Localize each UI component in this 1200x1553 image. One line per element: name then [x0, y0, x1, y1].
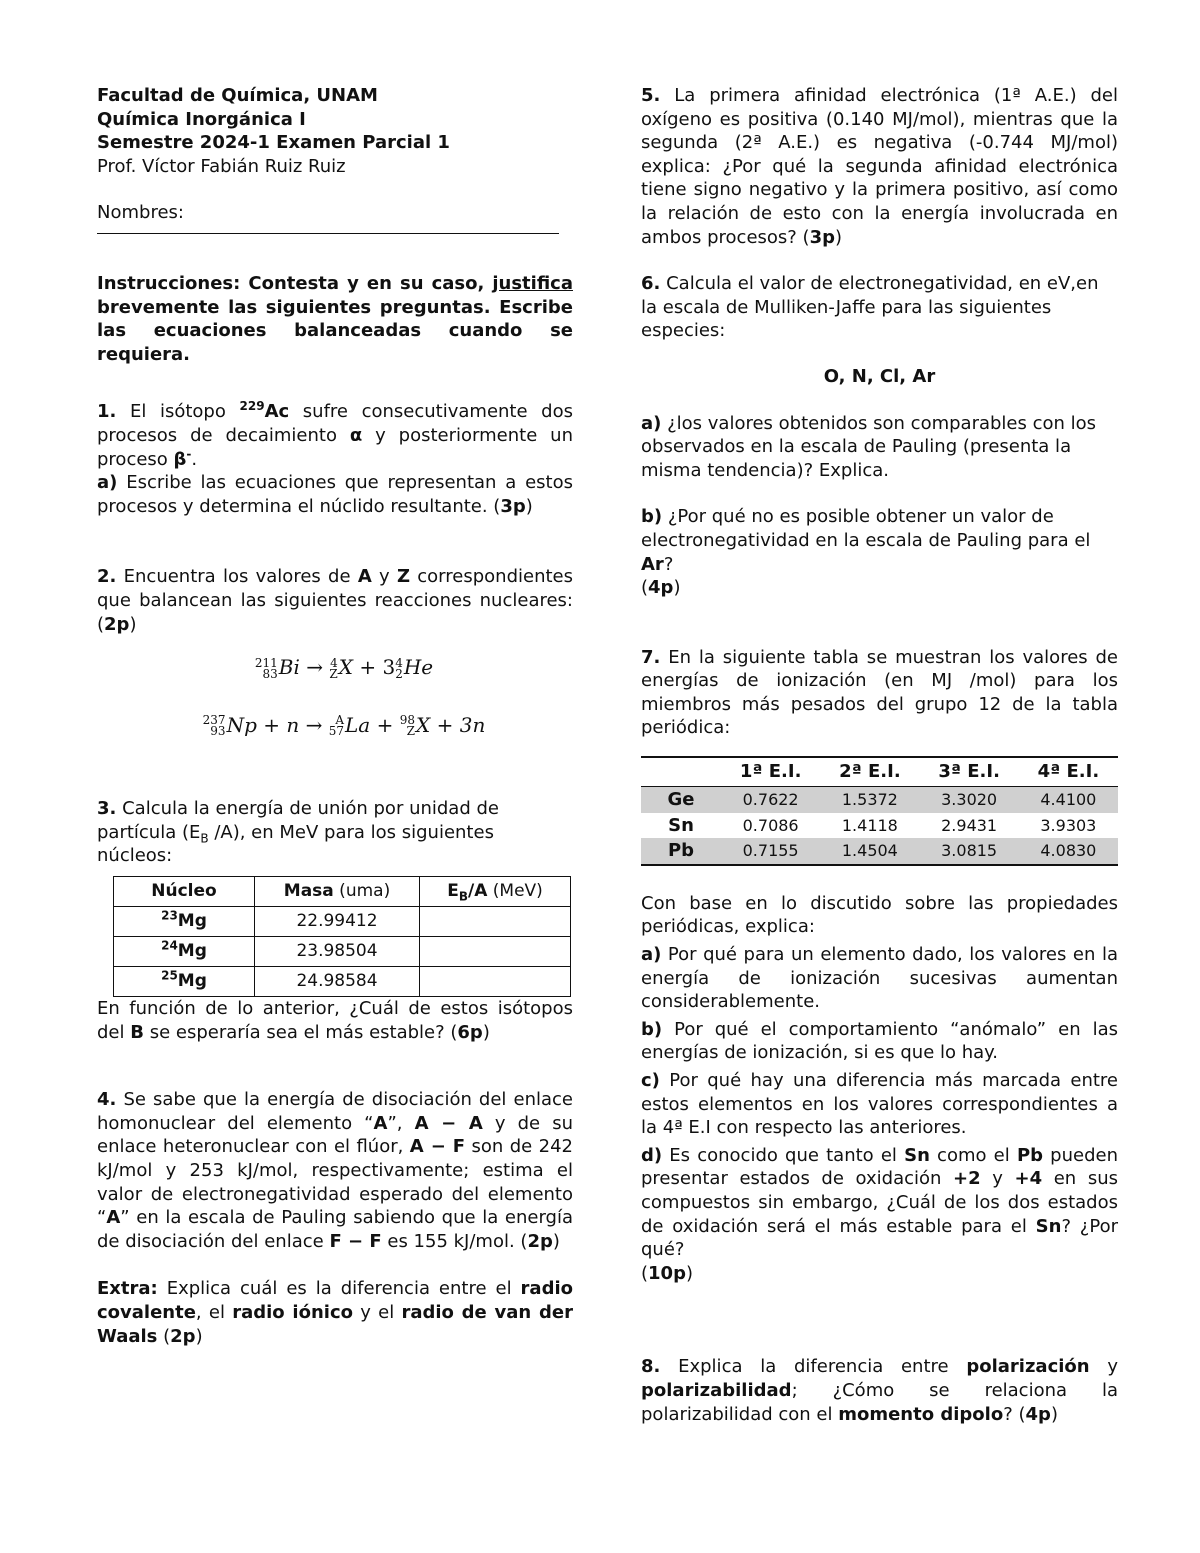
q4-text-5: ” en la escala de Pauling sabiendo que la energía de disociación del enlace	[97, 1207, 573, 1252]
dipole-moment: momento dipolo	[838, 1403, 1004, 1425]
names-line	[97, 233, 559, 234]
q3-close: )	[482, 1021, 490, 1043]
q2-number: 2.	[97, 566, 117, 588]
q1-isotope-mass: 229	[239, 399, 265, 414]
x-atomic: Z	[329, 666, 338, 681]
x2-atomic: Z	[406, 724, 415, 739]
nuclear-equation-2	[115, 714, 573, 738]
eb-rest: /A	[467, 880, 488, 901]
bi-superscripts	[254, 655, 278, 681]
professor-name: Prof. Víctor Fabián Ruiz Ruiz	[97, 155, 346, 177]
q4-A: A	[373, 1112, 388, 1134]
q1-text: El isótopo	[116, 401, 240, 423]
mass-cell: 23.98504	[255, 937, 420, 967]
q7-number: 7.	[641, 646, 661, 668]
q2-close: )	[129, 613, 137, 635]
q8-text-4: ? (	[1003, 1403, 1026, 1425]
eb-cell	[420, 907, 571, 937]
beta-symbol	[173, 446, 192, 470]
col-eb	[420, 877, 571, 907]
beta-sign: -	[186, 446, 192, 461]
plus: +	[436, 712, 454, 737]
table-row	[641, 787, 1118, 813]
q1-text-4: .	[191, 448, 198, 470]
nucleus-cell	[114, 967, 255, 997]
q3-text-2: /A), en MeV para los siguientes núcleos:	[97, 821, 494, 867]
neutron: n	[286, 712, 300, 737]
element-cell: Pb	[641, 838, 721, 865]
three-neutrons: 3n	[459, 712, 486, 737]
q1-number: 1.	[97, 401, 117, 423]
q2-text: Encuentra los valores de	[116, 566, 358, 588]
eb-unit: (MeV)	[487, 880, 543, 901]
q7-intro: Con base en lo discutido sobre las propiedades periódicas, explica:	[641, 892, 1118, 938]
x2-mass: 98	[399, 713, 415, 728]
element-symbol: Mg	[177, 940, 207, 961]
q7b-label: b)	[641, 1018, 663, 1040]
element-symbol: Mg	[177, 910, 207, 931]
extra-text-3: y el	[353, 1302, 402, 1323]
q6-close: )	[673, 577, 681, 599]
he-symbol: He	[403, 655, 434, 680]
q4-AA-bond: A − A	[414, 1112, 483, 1134]
q8-text: Explica la diferencia entre	[660, 1356, 967, 1378]
q6b-text: ¿Por qué no es posible obtener un valor de electronegatividad en la escala de Pauling para el	[641, 506, 1091, 551]
van-der-waals-radius: radio de van der Waals	[97, 1302, 573, 1347]
polarizability: polarizabilidad	[641, 1379, 792, 1401]
ox-state-4: +4	[1014, 1168, 1043, 1190]
q3-points: 6p	[457, 1021, 483, 1043]
q7-close: )	[685, 1262, 693, 1284]
q1a-label: a)	[97, 472, 118, 494]
extra-points: 2p	[170, 1325, 196, 1347]
q3-number: 3.	[97, 798, 117, 820]
q1a-text: Escribe las ecuaciones que representan a estos procesos y determina el núclido resultante. (	[97, 472, 573, 517]
q7-Sn: Sn	[904, 1144, 930, 1166]
q7-Pb: Pb	[1016, 1144, 1044, 1166]
q2-y: y	[371, 566, 397, 588]
exam-header	[97, 84, 573, 234]
la-superscripts	[329, 715, 344, 737]
q7a-label: a)	[641, 944, 662, 966]
instructions	[97, 272, 573, 366]
q7d-text-6: ? ¿Por qué?	[641, 1215, 1118, 1261]
x-mass: 4	[330, 655, 338, 670]
col-mass	[255, 877, 420, 907]
q5-close: )	[835, 226, 843, 248]
bi-mass: 211	[254, 655, 278, 670]
q6a-label: a)	[641, 412, 662, 434]
q6-number: 6.	[641, 273, 661, 295]
extra-text-2: , el	[195, 1302, 233, 1323]
q4-text: Se sabe que la energía de disociación del enlace homonuclear del elemento “	[97, 1089, 573, 1134]
value-cell: 1.5372	[820, 787, 919, 813]
table-header-row	[114, 877, 571, 907]
value-cell: 0.7622	[721, 787, 820, 813]
q7-points: 10p	[648, 1262, 686, 1284]
coef: 3	[382, 655, 396, 680]
question-3	[97, 797, 573, 1044]
q8-text-2: y	[1089, 1356, 1118, 1378]
q1-isotope	[240, 401, 290, 422]
q1-text-2: sufre consecutivamente dos procesos de decaimiento	[97, 401, 573, 446]
q7-open: (	[641, 1262, 649, 1284]
plus: +	[359, 655, 377, 680]
bi-atomic: 83	[262, 666, 278, 681]
q7a-text: Por qué para un elemento dado, los valores en la energía de ionización sucesivas aumentan considerablemente.	[641, 944, 1118, 1013]
arrow: →	[306, 655, 324, 680]
question-8	[641, 1355, 1118, 1426]
value-cell: 3.0815	[920, 838, 1019, 865]
q8-close: )	[1050, 1403, 1058, 1425]
q7-Sn-2: Sn	[1035, 1215, 1062, 1237]
alpha-symbol: α	[349, 424, 363, 446]
value-cell: 4.4100	[1019, 787, 1118, 813]
q8-number: 8.	[641, 1356, 661, 1378]
table-row	[114, 967, 571, 997]
question-7	[641, 646, 1118, 1286]
la-atomic: 57	[328, 724, 345, 739]
eb-sub: B	[458, 889, 468, 904]
instructions-text-b: brevemente las siguientes preguntas. Escribe las ecuaciones balanceadas cuando se requiera.	[97, 296, 573, 365]
question-5	[641, 84, 1118, 249]
mass-number: 25	[161, 968, 178, 983]
x2-superscripts	[400, 715, 415, 737]
q7d-text-3: pueden presentar estados de oxidación	[641, 1144, 1119, 1190]
table-row	[641, 838, 1118, 865]
ox-state-2: +2	[953, 1168, 981, 1190]
q3-after-text-2: se esperaría sea el más estable? (	[143, 1021, 458, 1043]
x-superscripts	[329, 655, 338, 681]
value-cell: 2.9431	[941, 815, 998, 835]
q6b-label: b)	[641, 506, 663, 528]
q2-text-2: correspondientes que balancean las siguientes reacciones nucleares: (	[97, 566, 573, 635]
q5-points: 3p	[809, 226, 836, 248]
ionic-radius: radio iónico	[232, 1302, 353, 1323]
question-2	[97, 565, 573, 737]
instructions-text-a: Instrucciones: Contesta y en su caso,	[97, 272, 493, 294]
exam-title: Semestre 2024-1 Examen Parcial 1	[97, 132, 450, 154]
q4-text-6: es 155 kJ/mol. (	[381, 1230, 528, 1252]
q7d-text: Es conocido que tanto el	[662, 1144, 905, 1166]
mass-number: 24	[161, 938, 178, 953]
q8-points: 4p	[1025, 1403, 1051, 1425]
np-atomic: 93	[210, 724, 226, 739]
nuclear-equation-1	[115, 656, 573, 680]
plus: +	[376, 712, 394, 737]
table-row	[641, 813, 1118, 839]
he-superscripts	[395, 655, 403, 681]
bi-symbol: Bi	[278, 655, 300, 680]
q4-text-4: son de 242 kJ/mol y 253 kJ/mol, respectivamente; estima el valor de electronegatividad esperado del elemento “	[97, 1136, 573, 1229]
la-mass: A	[335, 713, 345, 728]
q4-AF-bond: A − F	[409, 1136, 466, 1158]
q6-text: Calcula el valor de electronegatividad, en eV,en la escala de Mulliken-Jaffe para las siguientes especies:	[641, 273, 1099, 342]
q7d-text-2: como el	[929, 1144, 1017, 1166]
eb-e: E	[447, 880, 459, 901]
left-column	[97, 84, 573, 1348]
extra-text-4: (	[157, 1325, 171, 1347]
col-element	[641, 757, 721, 787]
polarization: polarización	[966, 1356, 1090, 1378]
mass-cell: 22.99412	[255, 907, 420, 937]
q7c-label: c)	[641, 1070, 660, 1091]
q1-close: )	[525, 495, 533, 517]
faculty-name: Facultad de Química, UNAM	[97, 85, 378, 106]
course-name: Química Inorgánica I	[97, 108, 306, 130]
np-superscripts	[203, 715, 226, 737]
mass-cell: 24.98584	[255, 967, 420, 997]
q1-text-3: y posteriormente un proceso	[97, 424, 573, 470]
q7d-text-4: y	[980, 1168, 1015, 1190]
q7c-text: Por qué hay una diferencia más marcada entre estos elementos en los valores correspondientes a la 4ª E.I con respecto las anteriores.	[641, 1070, 1118, 1139]
q2-points: 2p	[104, 613, 130, 635]
q3-sub: B	[200, 831, 209, 846]
col-ie2: 2ª E.I.	[820, 757, 919, 787]
value-cell: 3.3020	[920, 787, 1019, 813]
q4-FF-bond: F − F	[329, 1230, 382, 1252]
q5-text: La primera afinidad electrónica (1ª A.E.) del oxígeno es positiva (0.140 MJ/mol), mientras que la segunda (2ª A.E.) es negativa (-0.744 MJ/mol) explica: ¿Por qué la segunda afinidad electrónica tiene signo negativo y la primera positivo, así como la relación de esto con la energía involucrada en ambos procesos? (	[641, 85, 1118, 248]
q1-points: 3p	[500, 495, 526, 517]
ionization-energy-table	[641, 756, 1118, 866]
q4-close: )	[552, 1230, 560, 1252]
np-mass: 237	[202, 713, 226, 728]
eb-cell	[420, 937, 571, 967]
q6a-text: ¿los valores obtenidos son comparables con los observados en la escala de Pauling (presenta la misma tendencia)? Explica.	[641, 412, 1097, 481]
q6-points: 4p	[648, 577, 674, 599]
q6-Ar: Ar	[641, 553, 664, 575]
value-cell: 1.4118	[841, 815, 898, 835]
element-symbol: Mg	[177, 970, 207, 991]
question-1	[97, 400, 573, 518]
la-symbol: La	[345, 712, 371, 737]
table-row	[114, 937, 571, 967]
col-ie4: 4ª E.I.	[1019, 757, 1118, 787]
value-cell: 4.0830	[1019, 838, 1118, 865]
arrow: →	[305, 712, 323, 737]
q7b-text: Por qué el comportamiento “anómalo” en las energías de ionización, si es que lo hay.	[641, 1018, 1118, 1064]
q7-text: En la siguiente tabla se muestran los valores de energías de ionización (en MJ /mol) para los miembros más pesados del grupo 12 de la tabla periódica:	[641, 646, 1118, 739]
value-cell: 0.7086	[742, 815, 799, 835]
plus: +	[263, 712, 280, 737]
he-atomic: 2	[395, 666, 403, 681]
q7d-text-5: en sus compuestos sin embargo, ¿Cuál de los dos estados de oxidación será el más estable para el	[641, 1168, 1118, 1237]
q8-text-3: ; ¿Cómo se relaciona la polarizabilidad con el	[641, 1379, 1118, 1425]
table-header-row	[641, 757, 1118, 787]
q2-Z: Z	[396, 566, 410, 588]
q3-B: B	[130, 1021, 144, 1043]
covalent-radius: radio covalente	[97, 1278, 573, 1323]
element-cell: Ge	[641, 787, 721, 813]
q6-species: O, N, Cl, Ar	[823, 365, 936, 387]
binding-energy-table	[113, 876, 571, 997]
names-label: Nombres:	[97, 202, 184, 224]
q5-number: 5.	[641, 85, 661, 106]
q4-number: 4.	[97, 1089, 117, 1111]
eb-cell	[420, 967, 571, 997]
q3-after-text: En función de lo anterior, ¿Cuál de estos isótopos del	[97, 998, 573, 1043]
q3-text: Calcula la energía de unión por unidad de partícula (E	[97, 798, 499, 843]
mass-unit: (uma)	[333, 880, 391, 901]
table-row	[114, 907, 571, 937]
value-cell: 0.7155	[721, 838, 820, 865]
element-cell: Sn	[668, 814, 694, 836]
beta-letter: β	[173, 448, 187, 470]
extra-label: Extra:	[97, 1278, 158, 1300]
q2-A: A	[357, 566, 372, 588]
col-ie3: 3ª E.I.	[920, 757, 1019, 787]
mass-label: Masa	[283, 880, 334, 901]
q4-points: 2p	[527, 1230, 553, 1252]
col-nucleus: Núcleo	[114, 877, 255, 907]
instructions-underlined: justifica	[492, 272, 573, 294]
nucleus-cell	[114, 937, 255, 967]
he-mass: 4	[395, 655, 403, 670]
q4-text-2: ”,	[387, 1112, 415, 1134]
q7d-label: d)	[641, 1144, 663, 1166]
mass-number: 23	[161, 908, 178, 923]
q6-open: (	[641, 577, 649, 599]
right-column	[641, 84, 1118, 1426]
col-ie1: 1ª E.I.	[721, 757, 820, 787]
q6-question-mark: ?	[663, 553, 674, 575]
nucleus-cell	[114, 907, 255, 937]
np-symbol: Np	[226, 712, 257, 737]
extra-question	[97, 1277, 573, 1348]
question-4	[97, 1088, 573, 1253]
extra-close: )	[195, 1325, 203, 1347]
q4-A-2: A	[106, 1207, 121, 1229]
extra-text: Explica cuál es la diferencia entre el	[157, 1278, 521, 1300]
x-symbol: X	[338, 655, 353, 680]
value-cell: 1.4504	[820, 838, 919, 865]
question-6	[641, 272, 1118, 600]
q1-isotope-symbol: Ac	[264, 401, 290, 423]
x2-symbol: X	[416, 712, 431, 737]
value-cell: 3.9303	[1040, 815, 1097, 835]
q4-text-3: y de su enlace heteronuclear con el flúor,	[97, 1112, 573, 1158]
